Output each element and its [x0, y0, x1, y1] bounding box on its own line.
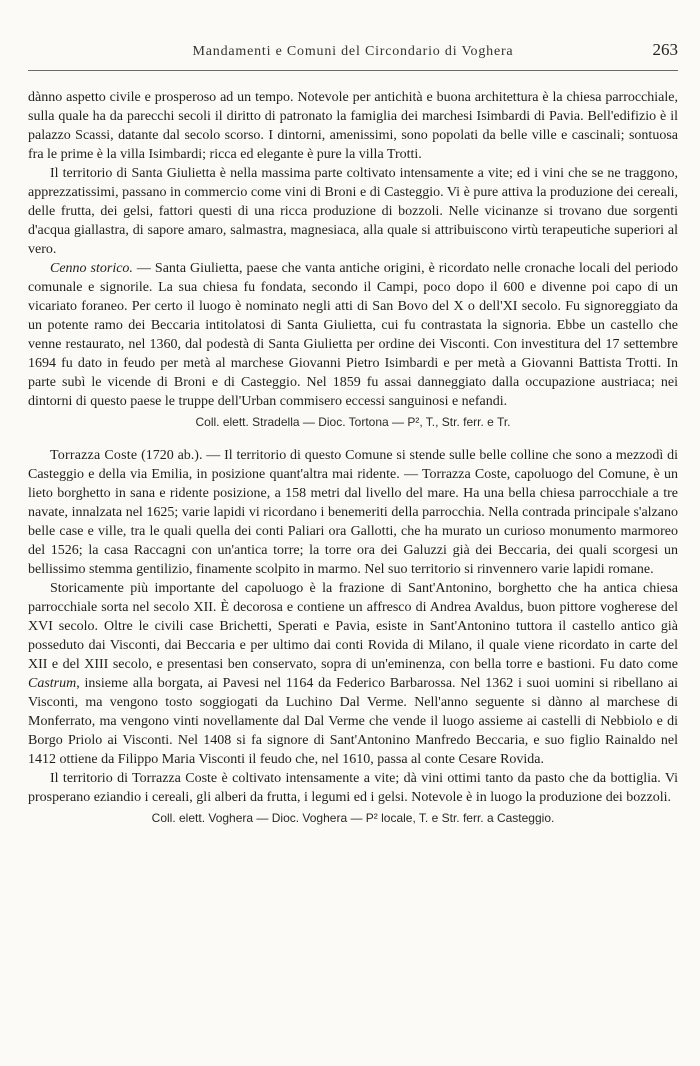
paragraph-torrazza-coste-1	[28, 446, 678, 579]
torrazza-coste-text: (1720 ab.). — Il territorio di questo Comune si stende sulle belle colline che sono a mezzodì di Casteggio e della via Emilia, in posizione quant'altra mai ridente. — Torrazza Coste, capoluogo del Comune, è un lieto borghetto in sana e ridente posizione, a 158 metri dal livello del mare. Ha una bella chiesa parrocchiale a tre navate, innalzata nel 1625; varie lapidi vi ricordano i benemeriti della parrocchia. Nella contrada principale s'alzano belle case e ville, tra le quali quella dei conti Paliari ora Gallotti, che ha murato un curioso monumento marmoreo del 1526; la casa Raccagni con un'antica torre; la torre ora dei Galuzzi già dei Beccaria, dei quali scorgesi un bellissimo stemma gentilizio, finamente scolpito in marmo. Nel suo territorio si rinvennero varie lapidi romane.	[28, 448, 678, 577]
page-number: 263	[652, 40, 678, 59]
page-body	[28, 88, 678, 828]
sant-antonino-text-b: , insieme alla borgata, ai Pavesi nel 1164 da Federico Barbarossa. Nel 1362 i suoi uomini si ribellano ai Visconti, ma vengono tosto soggiogati da Luchino Dal Verme. Nell'anno seguente si dànno al marchese di Monferrato, ma vengono vinti novellamente dal Dal Verme che vende il luogo assieme ai castelli di Nebbiolo e di Borgo Priolo ai Visconti. Nel 1408 si fa signore di Sant'Antonino Manfredo Beccaria, e suo figlio Rainaldo nel 1412 ottiene da Filippo Maria Visconti il feudo che, nel 1610, passa al conte Cesare Rovida.	[28, 676, 678, 767]
paragraph-cenno-storico	[28, 259, 678, 411]
paragraph-santa-giulietta-2: Il territorio di Santa Giulietta è nella massima parte coltivato intensamente a vite; ed i vini che se ne traggono, apprezzatissimi, passano in commercio come vini di Broni e di Casteggio. Vi è pure attiva la produzione dei cereali, delle frutta, dei gelsi, fattori questi di una ricca produzione di bozzoli. Nelle vicinanze si trovano due sorgenti d'acqua giallastra, di sapore amaro, salmastra, magnesiaca, alla quale si attribuiscono virtù terapeutiche superiori al vero.	[28, 166, 678, 257]
section-heading-torrazza-coste: Torrazza Coste	[50, 448, 138, 463]
cenno-storico-label: Cenno storico.	[50, 261, 133, 276]
running-head: Mandamenti e Comuni del Circondario di Voghera	[192, 44, 514, 59]
castrum-term: Castrum	[28, 676, 77, 691]
paragraph-santa-giulietta-1: dànno aspetto civile e prosperoso ad un tempo. Notevole per antichità e buona architettura è la chiesa parrocchiale, sulla quale ha da parecchi secoli il diritto di patronato la famiglia dei marchesi Isimbardi di Pavia. Bell'edifizio è il palazzo Scassi, datante dal secolo scorso. I dintorni, amenissimi, sono popolati da belle ville e cascinali; sontuosa fra le prime è la villa Isimbardi; ricca ed elegante è pure la villa Trotti.	[28, 90, 678, 162]
sant-antonino-text-a: Storicamente più importante del capoluogo è la frazione di Sant'Antonino, borghetto che ha antica chiesa parrocchiale sorta nel secolo XII. È decorosa e contiene un affresco di Andrea Avaldus, buon pittore vogherese del XVI secolo. Oltre le civili case Brichetti, Sperati e Pavia, esiste in Sant'Antonino tuttora il castello antico già posseduto dai Visconti, dai Beccaria e per ultimo dai conti Rovida di Milano, il quale viene ricordato in carte del XII e del XIII secolo, e presentasi ben conservato, sopra di un'eminenza, con bella torre e bastioni. Fu dato come	[28, 581, 678, 672]
paragraph-torrazza-coste-3: Il territorio di Torrazza Coste è coltivato intensamente a vite; dà vini ottimi tanto da pasto che da bottiglia. Vi prosperano eziandio i cereali, gli alberi da frutta, i legumi ed i gelsi. Notevole è in luogo la produzione dei bozzoli.	[28, 771, 678, 805]
page-header	[28, 40, 678, 71]
collegio-note-santa-giulietta: Coll. elett. Stradella — Dioc. Tortona — P², T., Str. ferr. e Tr.	[195, 415, 511, 429]
cenno-storico-text: — Santa Giulietta, paese che vanta antiche origini, è ricordato nelle cronache locali del periodo comunale e signorile. La sua chiesa fu fondata, secondo il Campi, poco dopo il 600 e divenne poi capo di un vicariato foraneo. Per certo il luogo è nominato negli atti di San Bovo del X o dell'XI secolo. Fu signoreggiato da un potente ramo dei Beccaria intitolatosi di Santa Giulietta, cui fu contrastata la signoria. Ebbe un castello che venne restaurato, nel 1360, dal podestà di Santa Giulietta per ordine dei Visconti. Con investitura del 17 settembre 1694 fu dato in feudo per metà al marchese Giovanni Pietro Isimbardi e per metà a Giovanni Battista Trotti. In parte subì le vicende di Broni e di Casteggio. Nel 1859 fu assai danneggiato dalla occupazione austriaca; nei dintorni di questo paese le truppe dell'Urban commisero eccessi sanguinosi e nefandi.	[28, 261, 678, 409]
paragraph-torrazza-coste-2	[28, 579, 678, 769]
collegio-note-torrazza-coste: Coll. elett. Voghera — Dioc. Voghera — P² locale, T. e Str. ferr. a Casteggio.	[151, 811, 555, 825]
